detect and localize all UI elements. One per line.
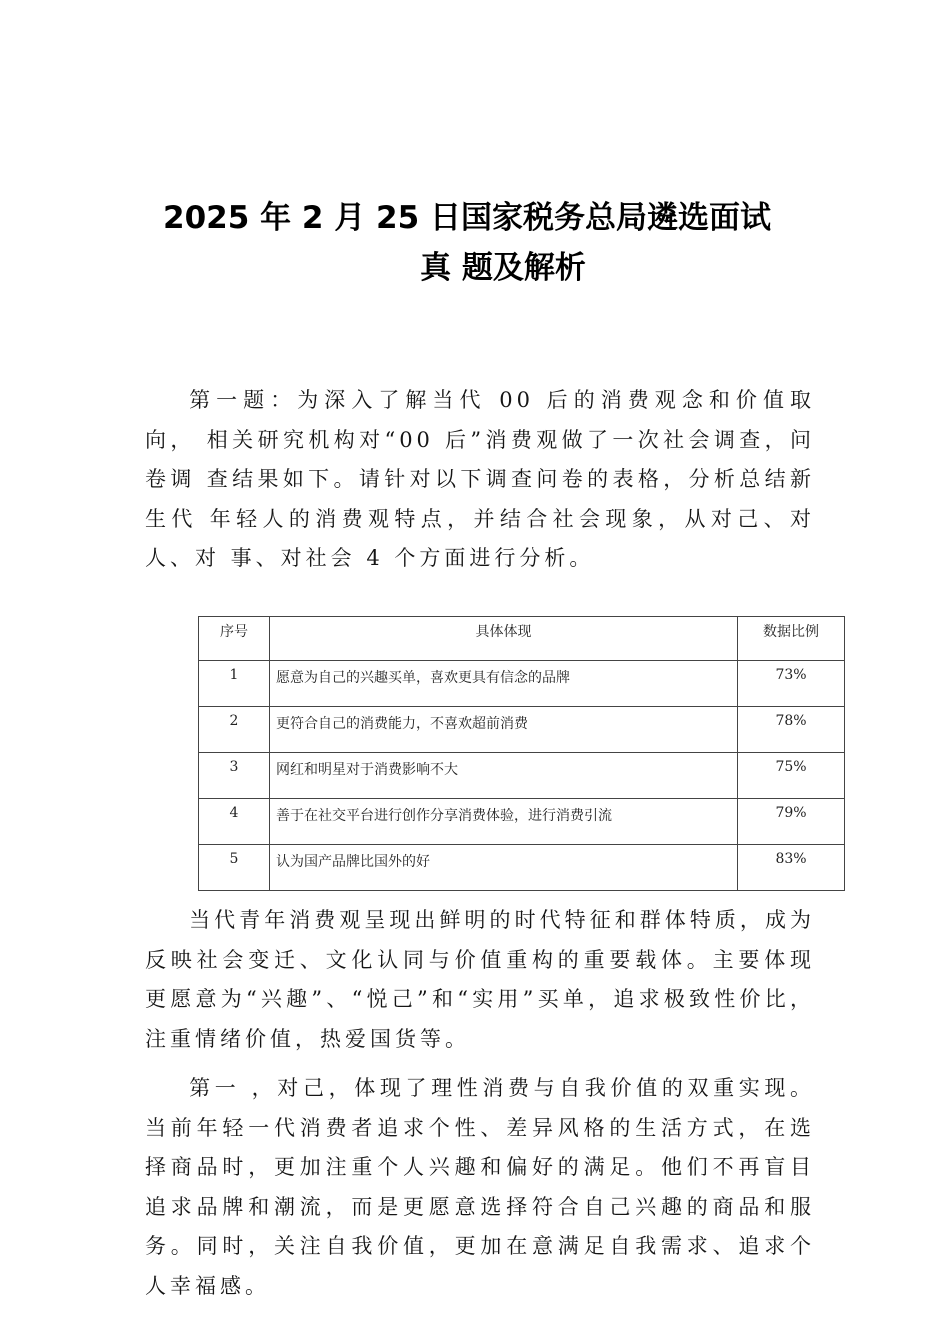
- table-row: [199, 799, 845, 845]
- row-no: 4: [199, 799, 270, 845]
- row-percentage: 78%: [738, 707, 845, 753]
- row-percentage: 75%: [738, 753, 845, 799]
- table-row: [199, 845, 845, 891]
- row-percentage: 79%: [738, 799, 845, 845]
- row-no: 5: [199, 845, 270, 891]
- answer-intro-paragraph: 当代青年消费观呈现出鲜明的时代特征和群体特质，成为反映社会变迁、文化认同与价值重构的重要载体。主要体现更愿意为“兴趣”、“悦己”和“实用”买单，追求极致性价比，注重情绪价值，热爱国货等。: [145, 908, 815, 1051]
- header-no: 序号: [199, 617, 270, 661]
- row-description: 更符合自己的消费能力，不喜欢超前消费: [270, 707, 738, 753]
- document-title-line-2: 真 题及解析: [420, 250, 586, 286]
- document-title-line-1: 2025 年 2 月 25 日国家税务总局遴选面试: [163, 200, 771, 236]
- row-no: 2: [199, 707, 270, 753]
- row-description: 认为国产品牌比国外的好: [270, 845, 738, 891]
- table-row: [199, 661, 845, 707]
- row-no: 1: [199, 661, 270, 707]
- row-description: 网红和明星对于消费影响不大: [270, 753, 738, 799]
- table-row: [199, 707, 845, 753]
- row-percentage: 83%: [738, 845, 845, 891]
- table-row: [199, 753, 845, 799]
- question-paragraph: 第一题：为深入了解当代 00 后的消费观念和价值取向， 相关研究机构对“00 后”消费观做了一次社会调查，问卷调 查结果如下。请针对以下调查问卷的表格，分析总结新生代 年轻人的消费观特点，并结合社会现象，从对己、对人、对 事、对社会 4 个方面进行分析。: [145, 388, 815, 570]
- header-percentage: 数据比例: [738, 617, 845, 661]
- row-description: 愿意为自己的兴趣买单，喜欢更具有信念的品牌: [270, 661, 738, 707]
- row-no: 3: [199, 753, 270, 799]
- survey-table: [198, 616, 845, 891]
- row-percentage: 73%: [738, 661, 845, 707]
- header-description: 具体体现: [270, 617, 738, 661]
- answer-point-1-paragraph: 第一 ，对己，体现了理性消费与自我价值的双重实现。 当前年轻一代消费者追求个性、差异风格的生活方式，在选 择商品时，更加注重个人兴趣和偏好的满足。他们不再盲目 追求品牌和潮流，而是更愿意选择符合自己兴趣的商品和服 务。同时，关注自我价值，更加在意满足自我需求、追求个 人幸福感。: [145, 1076, 815, 1298]
- table-header-row: [199, 617, 845, 661]
- row-description: 善于在社交平台进行创作分享消费体验，进行消费引流: [270, 799, 738, 845]
